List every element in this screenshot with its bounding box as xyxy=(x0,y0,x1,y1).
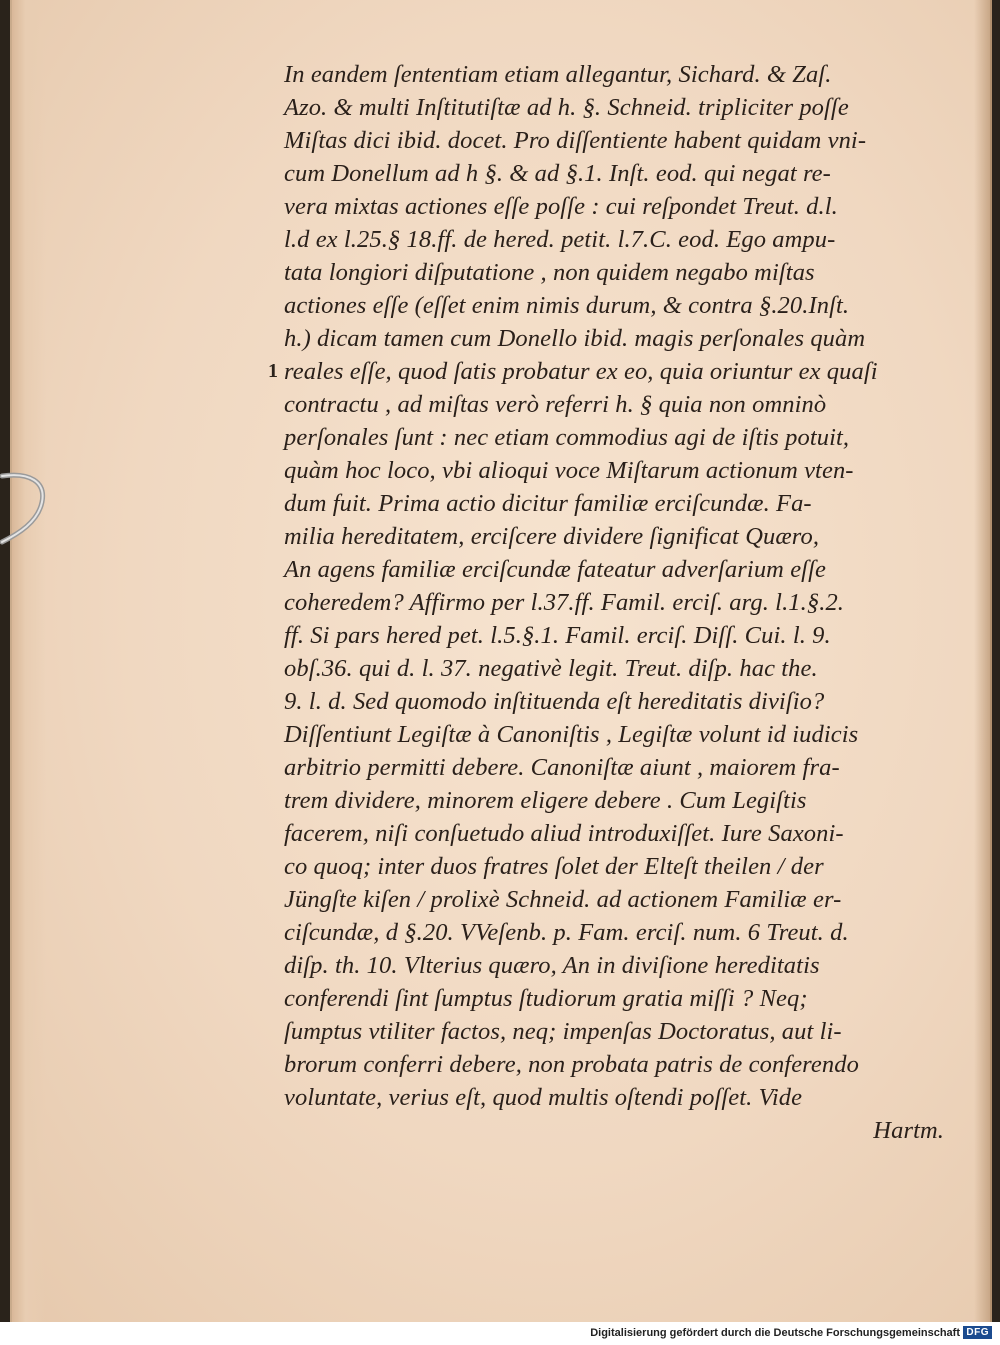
digitization-credit: Digitalisierung gefördert durch die Deutsche Forschungsgemeinschaft xyxy=(590,1327,960,1339)
text-line: h.) dicam tamen cum Donello ibid. magis perſonales quàm xyxy=(284,325,866,352)
paperclip-icon xyxy=(0,468,50,548)
text-line: Miſtas dici ibid. docet. Pro diſſentiente habent quidam vni- xyxy=(284,127,867,154)
text-line: cum Donellum ad h §. & ad §.1. Inſt. eod. qui negat re- xyxy=(284,160,831,187)
text-line: Jüngſte kiſen / prolixè Schneid. ad actionem Familiæ er- xyxy=(284,886,842,913)
text-line: reales eſſe, quod ſatis probatur ex eo, quia oriuntur ex quaſi xyxy=(284,358,878,385)
text-line: Azo. & multi Inſtitutiſtæ ad h. §. Schneid. tripliciter poſſe xyxy=(284,94,849,121)
text-line: vera mixtas actiones eſſe poſſe : cui reſpondet Treut. d.l. xyxy=(284,193,838,220)
text-line: coheredem? Affirmo per l.37.ff. Famil. erciſ. arg. l.1.§.2. xyxy=(284,589,845,616)
text-line: conferendi ſint ſumptus ſtudiorum gratia miſſi ? Neq; xyxy=(284,985,808,1012)
text-line: perſonales ſunt : nec etiam commodius agi de iſtis potuit, xyxy=(284,424,850,451)
text-line: facerem, niſi conſuetudo aliud introduxiſſet. Iure Saxoni- xyxy=(284,820,844,847)
text-line: co quoq; inter duos fratres ſolet der Elteſt theilen / der xyxy=(284,853,824,880)
text-line: contractu , ad miſtas verò referri h. § quia non omninò xyxy=(284,391,827,418)
dfg-logo: DFG xyxy=(963,1326,992,1339)
text-line: In eandem ſententiam etiam allegantur, Sichard. & Zaſ. xyxy=(284,61,832,88)
text-line: actiones eſſe (eſſet enim nimis durum, & contra §.20.Inſt. xyxy=(284,292,850,319)
text-line: ſumptus vtiliter factos, neq; impenſas Doctoratus, aut li- xyxy=(284,1018,842,1045)
footer-bar xyxy=(0,1322,1000,1345)
page-edge-right xyxy=(974,0,990,1322)
text-line: dum fuit. Prima actio dicitur familiæ erciſcundæ. Fa- xyxy=(284,490,812,517)
text-line: arbitrio permitti debere. Canoniſtæ aiunt , maiorem fra- xyxy=(284,754,840,781)
text-line: trem dividere, minorem eligere debere . Cum Legiſtis xyxy=(284,787,807,814)
text-line: brorum conferri debere, non probata patris de conferendo xyxy=(284,1051,859,1078)
text-line: ciſcundæ, d §.20. VVeſenb. p. Fam. erciſ. num. 6 Treut. d. xyxy=(284,919,849,946)
text-line: diſp. th. 10. Vlterius quæro, An in diviſione hereditatis xyxy=(284,952,820,979)
text-line: Diſſentiunt Legiſtæ à Canoniſtis , Legiſtæ volunt id iudicis xyxy=(284,721,859,748)
page-edge-left xyxy=(12,0,46,1322)
text-line: voluntate, verius eſt, quod multis oſtendi poſſet. Vide xyxy=(284,1084,803,1111)
text-line: An agens familiæ erciſcundæ fateatur adverſarium eſſe xyxy=(284,556,826,583)
text-line: milia hereditatem, erciſcere dividere ſignificat Quæro, xyxy=(284,523,820,550)
catchword: Hartm. xyxy=(873,1117,944,1144)
text-line: l.d ex l.25.§ 18.ff. de hered. petit. l.7.C. eod. Ego ampu- xyxy=(284,226,836,253)
page-body-text xyxy=(284,58,944,1147)
text-line: 9. l. d. Sed quomodo inſtituenda eſt hereditatis diviſio? xyxy=(284,688,825,715)
text-line: quàm hoc loco, vbi alioqui voce Miſtarum actionum vten- xyxy=(284,457,854,484)
margin-note-mark: 1 xyxy=(268,360,278,382)
text-line: tata longiori diſputatione , non quidem negabo miſtas xyxy=(284,259,815,286)
text-line: obſ.36. qui d. l. 37. negativè legit. Treut. diſp. hac the. xyxy=(284,655,818,682)
text-line: ff. Si pars hered pet. l.5.§.1. Famil. erciſ. Diſſ. Cui. l. 9. xyxy=(284,622,831,649)
